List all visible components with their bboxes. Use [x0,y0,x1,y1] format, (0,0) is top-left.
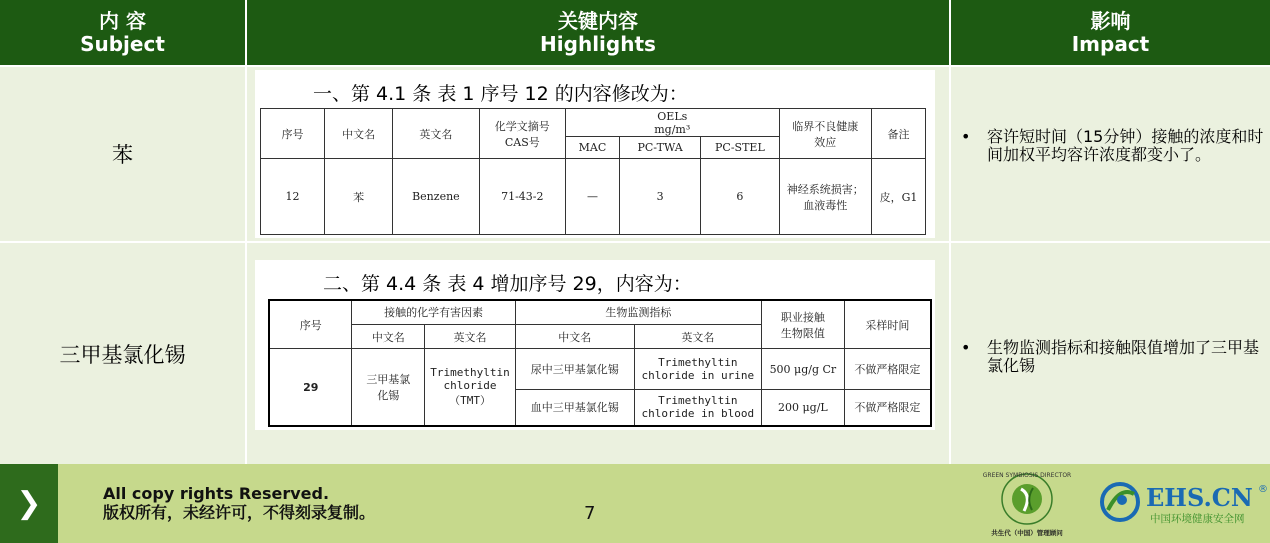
td-cn-name-line2: 化锡 [377,389,400,403]
th-en-name: 英文名 [425,324,516,348]
th-time: 采样时间 [844,300,931,349]
th-effect-line2: 效应 [814,135,837,149]
td-bio1-en [634,349,761,390]
td-note: 皮，G1 [872,159,926,235]
chevron-right-icon[interactable]: ❯ [0,464,58,543]
td-bio2-en [634,389,761,426]
logo2-name: EHS.CN [1146,483,1253,512]
th-limit [761,300,844,349]
th-cas [479,109,565,159]
header-impact-cn: 影响 [1090,8,1131,33]
td-effect-line1: 神经系统损害； [786,182,864,196]
th-effect [779,109,872,159]
td-bio1-en-line1: Trimethyltin [658,356,738,370]
row1-snapshot [255,70,935,238]
row2-impact [951,339,1265,375]
table-row [261,159,926,235]
td-pcstel: 6 [701,159,779,235]
green-symbiosis-logo [980,471,1075,539]
td-bio2-limit: 200 μg/L [761,389,844,426]
td-en-name: Benzene [393,159,479,235]
logo1-caption: 共生代（中国）管理顾问 [991,529,1063,537]
th-bio-cn: 中文名 [515,324,634,348]
td-cn-name-line1: 三甲基氯 [366,373,411,387]
th-note: 备注 [872,109,926,159]
header-subject [0,0,245,65]
td-bio1-en-line2: chloride in urine [641,369,755,383]
footer [0,464,1270,543]
td-bio1-cn: 尿中三甲基氯化锡 [515,349,634,390]
bullet-icon: • [961,127,971,146]
td-en-name-line3: （TMT） [449,394,491,408]
bullet-icon: • [961,338,971,357]
th-cn-name: 中文名 [352,324,425,348]
td-cas: 71-43-2 [479,159,565,235]
th-pcstel: PC-STEL [701,137,779,159]
header-highlights [247,0,949,65]
td-pctwa: 3 [619,159,700,235]
th-cas-line1: 化学文摘号 [494,119,550,133]
th-en-name: 英文名 [393,109,479,159]
td-cn-name [352,349,425,426]
td-bio2-en-line2: chloride in blood [641,407,755,421]
td-effect-line2: 血液毒性 [803,198,848,212]
th-mac: MAC [566,137,620,159]
th-cn-name: 中文名 [325,109,393,159]
copyright-cn: 版权所有，未经许可，不得刻录复制。 [103,503,376,522]
td-en-name-line2: chloride [443,379,497,393]
th-effect-line1: 临界不良健康 [792,119,859,133]
th-oels-line2: mg/m³ [654,122,691,136]
th-oels-line1: OELs [657,109,688,123]
td-en-name-line1: Trimethyltin [430,366,510,380]
td-en-name [425,349,516,426]
registered-icon: ® [1258,484,1268,495]
th-cas-line2: CAS号 [504,135,540,149]
th-bio: 生物监测指标 [515,300,761,324]
row2-impact-text: 生物监测指标和接触限值增加了三甲基氯化锡 [987,338,1260,375]
header-impact [951,0,1270,65]
table-row [269,349,931,390]
header-highlights-cn: 关键内容 [558,8,638,33]
logo2-caption: 中国环境健康安全网 [1150,513,1245,525]
td-effect [779,159,872,235]
page-number: 7 [584,503,596,524]
row2-snapshot-title: 二、第 4.4 条 表 4 增加序号 29，内容为： [323,273,692,295]
td-bio2-en-line1: Trimethyltin [658,394,738,408]
th-oels [566,109,780,137]
td-mac: — [566,159,620,235]
row2-snapshot [255,260,935,430]
td-bio1-limit: 500 μg/g Cr [761,349,844,390]
td-no: 29 [269,349,352,426]
th-pctwa: PC-TWA [619,137,700,159]
row2-standard-table [268,299,932,427]
row2-subject: 三甲基氯化锡 [59,342,186,367]
td-bio2-time: 不做严格限定 [844,389,931,426]
header-highlights-en: Highlights [540,31,656,56]
td-no: 12 [261,159,325,235]
row1-standard-table [260,108,926,235]
th-no: 序号 [269,300,352,349]
logo1-ring-text: GREEN SYMBIOSIS DIRECTOR [982,472,1072,479]
header-impact-en: Impact [1071,31,1150,56]
row1-subject: 苯 [112,143,133,167]
header-subject-cn: 内 容 [99,8,146,33]
copyright [103,484,375,522]
td-cn-name: 苯 [325,159,393,235]
th-bio-en: 英文名 [634,324,761,348]
th-limit-line2: 生物限值 [780,326,825,340]
th-factor: 接触的化学有害因素 [352,300,515,324]
row1-impact-text: 容许短时间（15分钟）接触的浓度和时间加权平均容许浓度都变小了。 [987,127,1264,164]
th-limit-line1: 职业接触 [780,310,825,324]
td-bio1-time: 不做严格限定 [844,349,931,390]
ehs-cn-logo [1098,476,1268,531]
td-bio2-cn: 血中三甲基氯化锡 [515,389,634,426]
row1-snapshot-title: 一、第 4.1 条 表 1 序号 12 的内容修改为： [313,83,688,105]
row1-impact [951,128,1265,164]
copyright-en: All copy rights Reserved. [103,484,330,503]
header-subject-en: Subject [80,31,165,56]
th-no: 序号 [261,109,325,159]
